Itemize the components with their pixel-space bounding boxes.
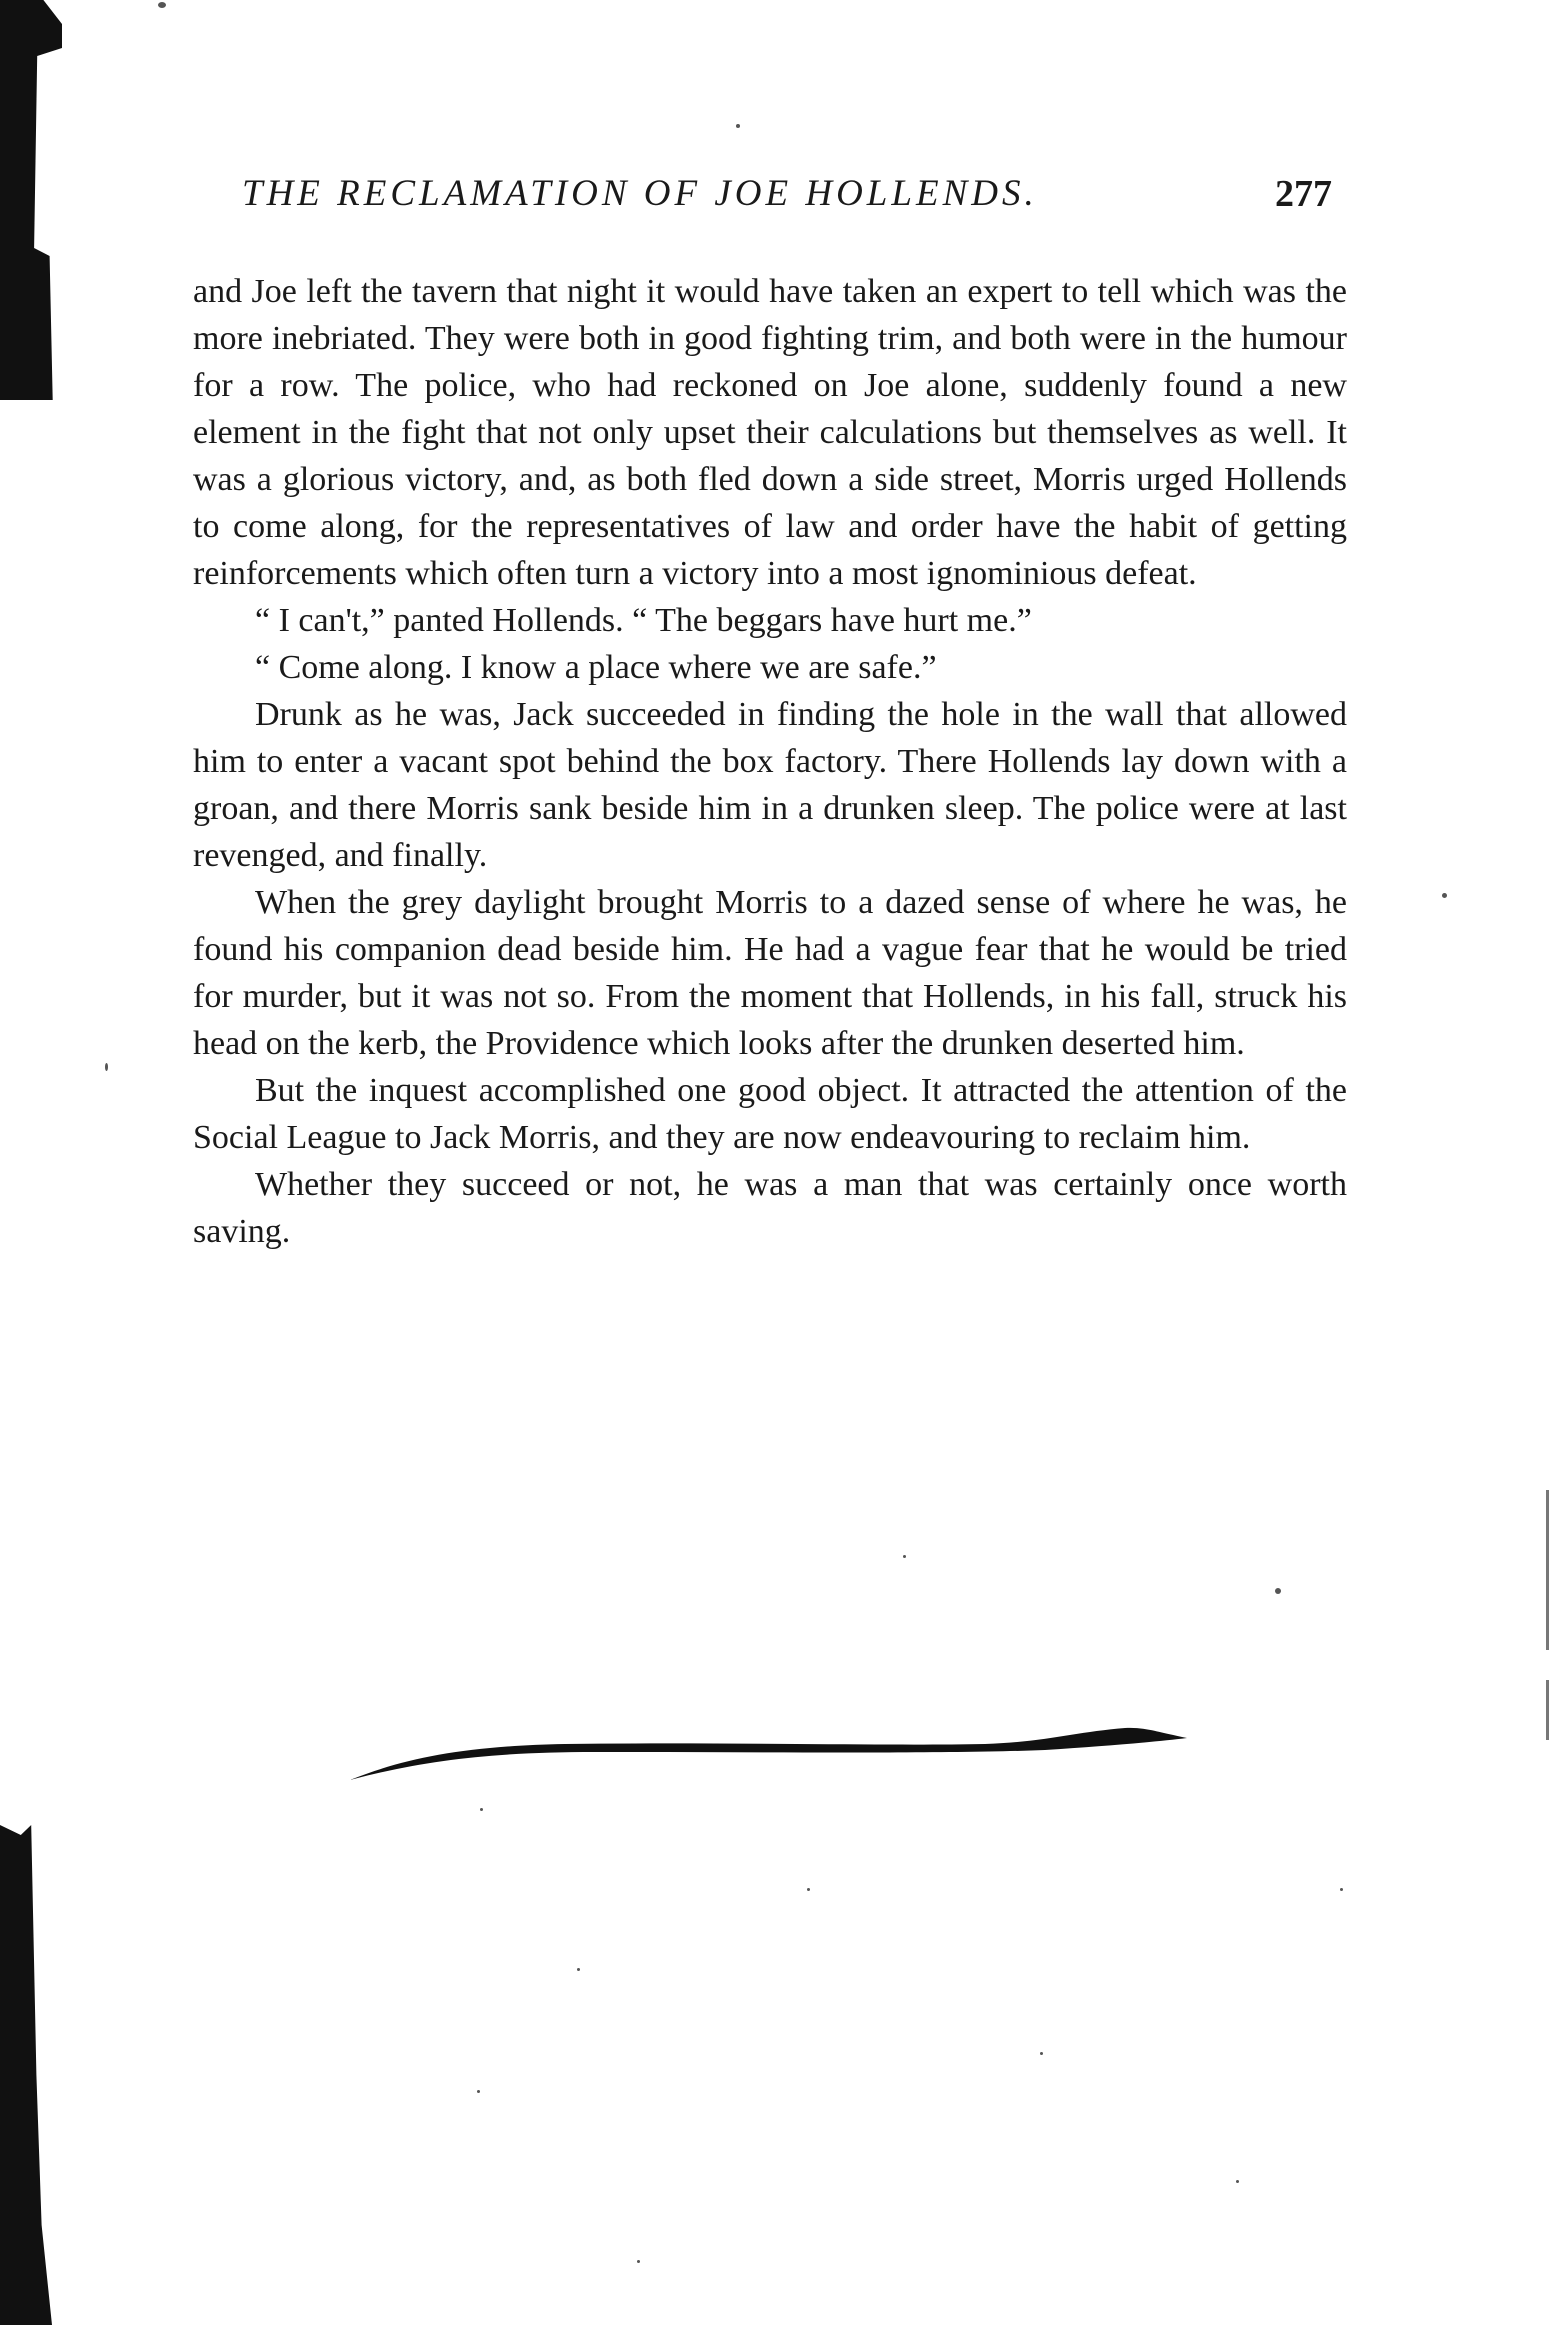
tailpiece-ornament: [345, 1718, 1195, 1788]
scan-speck: [637, 2260, 640, 2263]
scan-speck: [105, 1063, 108, 1071]
scan-edge-shadow-bottom: [0, 1825, 52, 2325]
running-title: THE RECLAMATION OF JOE HOLLENDS.: [242, 173, 1038, 214]
paragraph-2: “ I can't,” panted Hollends. “ The beggars have hurt me.”: [255, 602, 1032, 639]
scan-speck: [577, 1968, 580, 1971]
scan-speck: [903, 1555, 906, 1558]
scan-speck: [1275, 1588, 1281, 1594]
paragraph-5: When the grey daylight brought Morris to a dazed sense of where he was, he found his companion dead beside him. He had a vague fear that he would be tried for murder, but it was not so. From the moment that Hollends, in his fall, struck his head on the kerb, the Providence which looks after the drunken deserted him.: [193, 884, 1347, 1062]
paragraph-3: “ Come along. I know a place where we are safe.”: [255, 649, 937, 686]
scan-edge-mark-right: [1546, 1490, 1549, 1650]
body-text: [193, 268, 1347, 1255]
scan-edge-shadow-top: [0, 0, 62, 400]
page-header: [242, 172, 1332, 232]
scan-speck: [807, 1888, 810, 1891]
paragraph-4: Drunk as he was, Jack succeeded in finding the hole in the wall that allowed him to enter a vacant spot behind the box factory. There Hollends lay down with a groan, and there Morris sank beside him in a drunken sleep. The police were at last revenged, and finally.: [193, 696, 1347, 874]
scan-speck: [477, 2090, 480, 2093]
paragraph-1: and Joe left the tavern that night it would have taken an expert to tell which was the more inebriated. They were both in good fighting trim, and both were in the humour for a row. The police, who had reckoned on Joe alone, suddenly found a new element in the fight that not only upset their calculations but themselves as well. It was a glorious victory, and, as both fled down a side street, Morris urged Hollends to come along, for the representatives of law and order have the habit of getting reinforcements which often turn a victory into a most ignominious defeat.: [193, 273, 1347, 592]
scan-speck: [736, 124, 740, 128]
scan-speck: [1040, 2052, 1043, 2055]
paragraph-6: But the inquest accomplished one good object. It attracted the attention of the Social League to Jack Morris, and they are now endeavouring to reclaim him.: [193, 1072, 1347, 1156]
page-number: 277: [1275, 173, 1332, 215]
scan-speck: [480, 1808, 483, 1811]
scan-speck: [1340, 1888, 1343, 1891]
scan-speck: [158, 2, 166, 8]
scan-speck: [1442, 893, 1447, 898]
scan-edge-mark-right-lower: [1546, 1680, 1549, 1740]
paragraph-7: Whether they succeed or not, he was a man that was certainly once worth saving.: [193, 1166, 1347, 1250]
scan-speck: [1236, 2180, 1239, 2183]
